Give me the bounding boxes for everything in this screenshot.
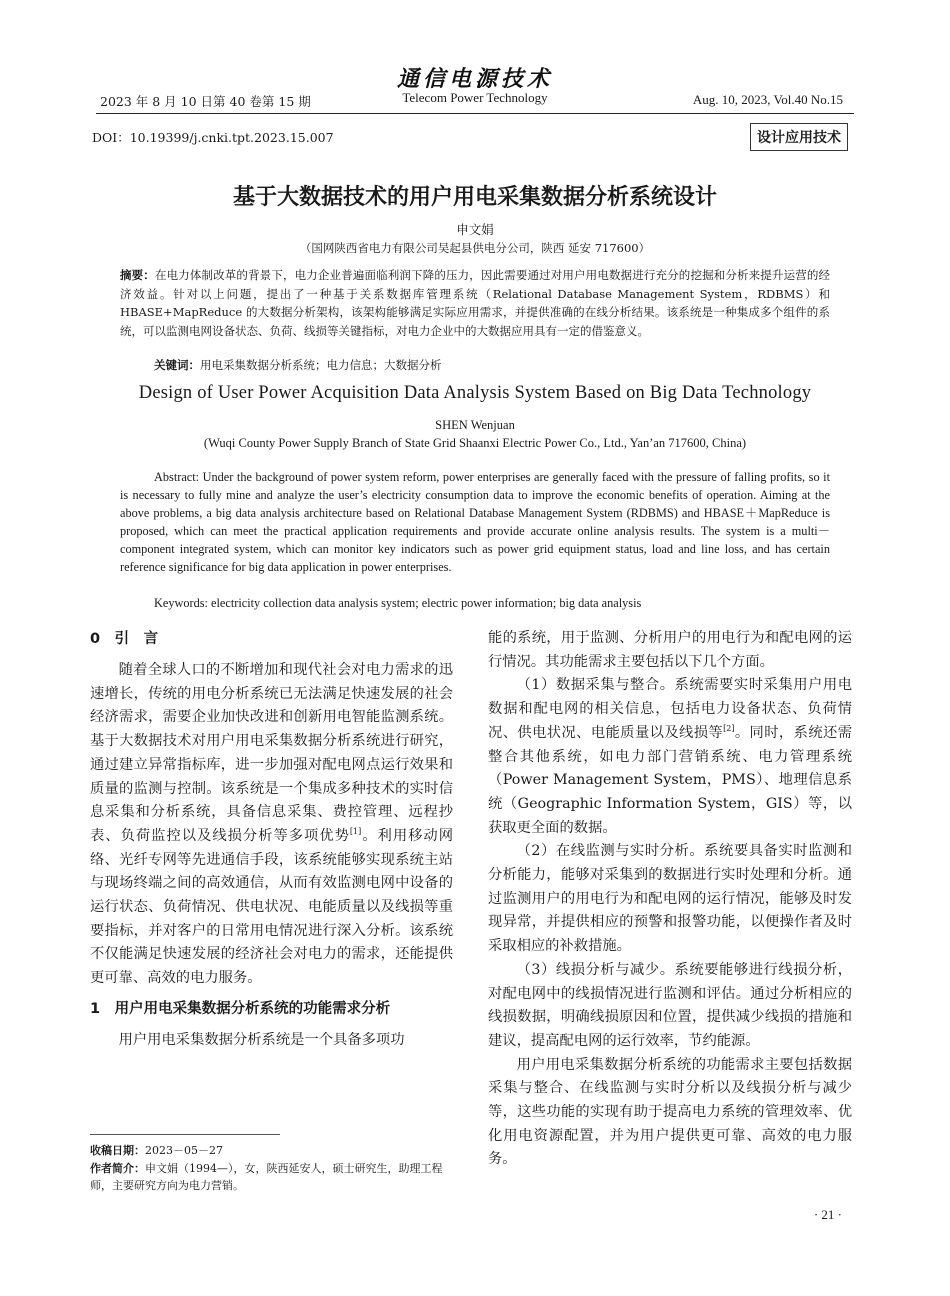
requirement-1-paragraph: [488, 674, 852, 840]
summary-paragraph: 用户用电采集数据分析系统的功能需求主要包括数据采集与整合、在线监测与实时分析以及线损分析与减少等，这些功能的实现有助于提高电力系统的管理效率、优化用电资源配置，并为用户提供更可靠、高效的电力服务。: [488, 1056, 852, 1168]
journal-logo: 通信电源技术: [396, 66, 553, 92]
section-1-paragraph: 用户用电采集数据分析系统是一个具备多项功: [118, 1031, 405, 1048]
abstract-zh: [120, 266, 830, 340]
bio-label: 作者简介：: [90, 1161, 145, 1175]
abstract-zh-text: 在电力体制改革的背景下，电力企业普遍面临利润下降的压力，因此需要通过对用户用电数据进行充分的挖掘和分析来提升运营的经济效益。针对以上问题，提出了一种基于关系数据库管理系统（Relational Database Management System，RDBMS）和 HBASE+MapReduce 的大数据分析架构，该架构能够满足实际应用需求，并提供准确的在线分析结果。该系统是一种集成多个组件的系统，可以监测电网设备状态、负荷、线损等关键指标，对电力企业中的大数据应用具有一定的借鉴意义。: [120, 268, 831, 338]
affiliation-en: (Wuqi County Power Supply Branch of State Grid Shaanxi Electric Power Co., Ltd., Yan’an 717600, China): [203, 436, 747, 450]
author-zh: 申文娟: [456, 222, 494, 237]
keywords-zh: [154, 357, 442, 373]
citation-ref: [1]: [349, 826, 362, 836]
journal-name-en: Telecom Power Technology: [402, 90, 548, 105]
issue-info-zh: 2023 年 8 月 10 日第 40 卷第 15 期: [100, 94, 311, 109]
abstract-zh-label: 摘要：: [120, 268, 155, 282]
section-0-title: 0 引 言: [90, 631, 159, 647]
requirement-2-paragraph: （2）在线监测与实时分析。系统要具备实时监测和分析能力，能够对采集到的数据进行实时处理和分析。通过监测用户的用电行为和配电网的运行情况，能够及时发现异常，并提供相应的预警和报警功能，以便操作者及时采取相应的补救措施。: [488, 843, 852, 955]
keywords-en: Keywords: electricity collection data analysis system; electric power information; big data analysis: [154, 596, 642, 610]
received-value: 2023－05－27: [145, 1144, 223, 1157]
received-label: 收稿日期：: [90, 1144, 145, 1157]
section-1-paragraph-continued: 能的系统，用于监测、分析用户的用电行为和配电网的运行情况。其功能需求主要包括以下几个方面。: [488, 630, 852, 670]
keywords-zh-text: 用电采集数据分析系统；电力信息；大数据分析: [200, 358, 442, 372]
doi: DOI：10.19399/j.cnki.tpt.2023.15.007: [92, 130, 334, 145]
bio-text: 申文娟（1994—），女，陕西延安人，硕士研究生，助理工程师，主要研究方向为电力营销。: [90, 1161, 443, 1192]
abstract-en: Abstract: Under the background of power system reform, power enterprises are generally faced with the pressure of falling profits, so it is necessary to fully mine and analyze the user’s electricity consumption data to improve the economic benefits of operation. Aiming at the above problems, a big data analysis architecture based on Relational Database Management System (RDBMS) and HBASE＋MapReduce is proposed, which can meet the practical application requirements and provide accurate online analysis results. The system is a multi－component integrated system, which can monitor key indicators such as power grid equipment status, load and line loss, and has certain reference significance for big data application in power enterprises.: [120, 470, 830, 574]
keywords-zh-label: 关键词：: [154, 358, 200, 372]
citation-ref: [2]: [723, 723, 735, 733]
column-tag: 设计应用技术: [750, 123, 848, 151]
author-en: SHEN Wenjuan: [435, 418, 515, 432]
section-0-paragraph: [90, 659, 453, 991]
body-left-column: [90, 627, 453, 1053]
paragraph-text: 。利用移动网络、光纤专网等先进通信手段，该系统能够实现系统主站与现场终端之间的高效通信，从而有效监测电网中设备的运行状态、负荷情况、供电状况、电能质量以及线损等重要指标，并对客户的日常用电情况进行深入分析。该系统不仅能满足快速发展的经济社会对电力的需求，还能提供更可靠、高效的电力服务。: [90, 827, 454, 987]
received-date: [90, 1142, 454, 1160]
affiliation-zh: （国网陕西省电力有限公司吴起县供电分公司，陕西 延安 717600）: [299, 241, 651, 255]
paragraph-text: 。同时，系统还需整合其他系统，如电力部门营销系统、电力管理系统（Power Management System，PMS）、地理信息系统（Geographic Information System，GIS）等，以获取更全面的数据。: [488, 724, 853, 836]
article-title-en: Design of User Power Acquisition Data Analysis System Based on Big Data Technology: [138, 383, 812, 403]
issue-info-en: Aug. 10, 2023, Vol.40 No.15: [692, 92, 843, 107]
footnote-divider: [90, 1134, 280, 1135]
article-title-zh: 基于大数据技术的用户用电采集数据分析系统设计: [232, 185, 717, 210]
page-number: · 21 ·: [813, 1207, 842, 1222]
requirement-3-paragraph: （3）线损分析与减少。系统要能够进行线损分析，对配电网中的线损情况进行监测和评估。通过分析相应的线损数据，明确线损原因和位置，提供减少线损的措施和建议，提高配电网的运行效率，节约能源。: [488, 961, 852, 1049]
header-divider: [96, 113, 854, 114]
paragraph-text: （1）数据采集与整合。系统需要实时采集用户用电数据和配电网的相关信息，包括电力设备状态、负荷情况、供电状况、电能质量以及线损等: [488, 677, 852, 741]
body-right-column: [488, 627, 852, 1172]
author-bio: [90, 1160, 454, 1195]
section-1-title: 1 用户用电采集数据分析系统的功能需求分析: [90, 1000, 391, 1017]
footnote: [90, 1142, 454, 1195]
paragraph-text: 随着全球人口的不断增加和现代社会对电力需求的迅速增长，传统的用电分析系统已无法满足快速发展的社会经济需求，需要企业加快改进和创新用电智能监测系统。基于大数据技术对用户用电采集数据分析系统进行研究，通过建立异常指标库，进一步加强对配电网点运行效果和质量的监测与控制。该系统是一个集成多种技术的实时信息采集和分析系统，具备信息采集、费控管理、远程抄表、负荷监控以及线损分析等多项优势: [90, 662, 453, 844]
